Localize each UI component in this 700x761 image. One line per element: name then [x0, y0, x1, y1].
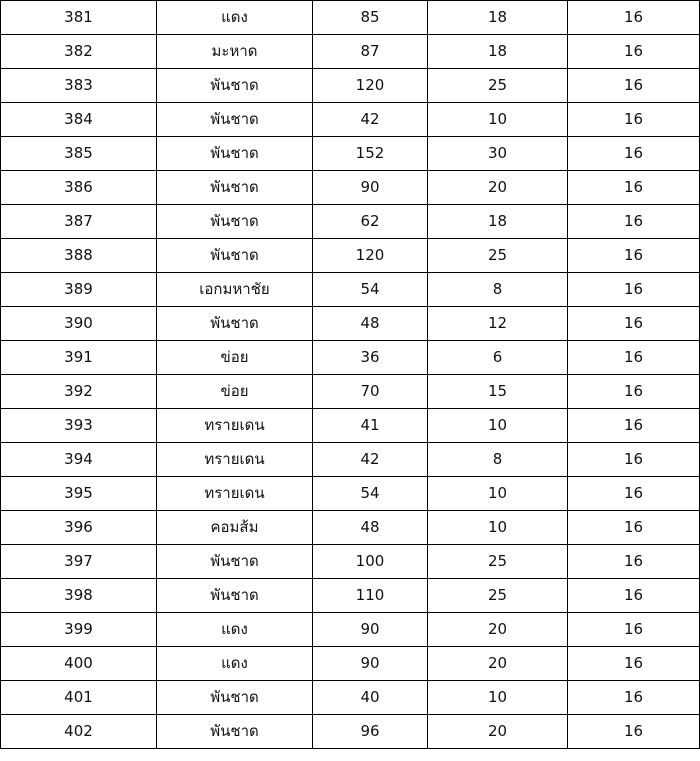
value-a-cell: 85 [313, 1, 428, 35]
value-a-cell: 120 [313, 239, 428, 273]
row-number-cell: 393 [1, 409, 157, 443]
value-c-cell: 16 [568, 511, 700, 545]
row-number-cell: 385 [1, 137, 157, 171]
value-a-cell: 120 [313, 69, 428, 103]
value-a-cell: 96 [313, 715, 428, 749]
value-c-cell: 16 [568, 307, 700, 341]
tree-species-cell: พันชาด [157, 69, 313, 103]
value-c-cell: 16 [568, 137, 700, 171]
table-row [1, 103, 700, 137]
value-a-cell: 62 [313, 205, 428, 239]
value-c-cell: 16 [568, 273, 700, 307]
table-row [1, 341, 700, 375]
value-c-cell: 16 [568, 35, 700, 69]
value-a-cell: 42 [313, 103, 428, 137]
tree-species-cell: พันชาด [157, 239, 313, 273]
table-row [1, 1, 700, 35]
value-a-cell: 110 [313, 579, 428, 613]
value-a-cell: 100 [313, 545, 428, 579]
table-row [1, 647, 700, 681]
value-b-cell: 6 [428, 341, 568, 375]
value-a-cell: 90 [313, 647, 428, 681]
value-c-cell: 16 [568, 171, 700, 205]
value-a-cell: 36 [313, 341, 428, 375]
value-a-cell: 48 [313, 511, 428, 545]
value-b-cell: 10 [428, 681, 568, 715]
row-number-cell: 382 [1, 35, 157, 69]
row-number-cell: 400 [1, 647, 157, 681]
value-c-cell: 16 [568, 715, 700, 749]
value-a-cell: 48 [313, 307, 428, 341]
value-c-cell: 16 [568, 239, 700, 273]
row-number-cell: 384 [1, 103, 157, 137]
value-c-cell: 16 [568, 545, 700, 579]
value-b-cell: 8 [428, 443, 568, 477]
value-c-cell: 16 [568, 681, 700, 715]
value-b-cell: 10 [428, 409, 568, 443]
table-row [1, 443, 700, 477]
value-b-cell: 10 [428, 103, 568, 137]
table-row [1, 613, 700, 647]
tree-species-cell: พันชาด [157, 171, 313, 205]
tree-species-cell: พันชาด [157, 137, 313, 171]
tree-species-cell: พันชาด [157, 545, 313, 579]
value-c-cell: 16 [568, 205, 700, 239]
table-row [1, 375, 700, 409]
table-row [1, 137, 700, 171]
table-row [1, 579, 700, 613]
tree-species-cell: คอมส้ม [157, 511, 313, 545]
table-row [1, 239, 700, 273]
tree-species-cell: แดง [157, 1, 313, 35]
row-number-cell: 392 [1, 375, 157, 409]
value-a-cell: 70 [313, 375, 428, 409]
value-a-cell: 54 [313, 273, 428, 307]
tree-species-cell: ทรายเดน [157, 477, 313, 511]
value-b-cell: 15 [428, 375, 568, 409]
value-c-cell: 16 [568, 409, 700, 443]
value-a-cell: 87 [313, 35, 428, 69]
tree-species-cell: แดง [157, 613, 313, 647]
row-number-cell: 402 [1, 715, 157, 749]
row-number-cell: 381 [1, 1, 157, 35]
table-row [1, 477, 700, 511]
value-b-cell: 20 [428, 715, 568, 749]
value-a-cell: 40 [313, 681, 428, 715]
tree-species-cell: ทรายเดน [157, 443, 313, 477]
value-c-cell: 16 [568, 443, 700, 477]
table-row [1, 715, 700, 749]
table-row [1, 205, 700, 239]
tree-species-cell: มะหาด [157, 35, 313, 69]
value-b-cell: 18 [428, 35, 568, 69]
row-number-cell: 383 [1, 69, 157, 103]
value-a-cell: 152 [313, 137, 428, 171]
table-row [1, 273, 700, 307]
row-number-cell: 389 [1, 273, 157, 307]
value-b-cell: 20 [428, 647, 568, 681]
value-b-cell: 8 [428, 273, 568, 307]
value-b-cell: 25 [428, 239, 568, 273]
tree-species-cell: ข่อย [157, 375, 313, 409]
value-c-cell: 16 [568, 613, 700, 647]
table-row [1, 69, 700, 103]
tree-species-cell: พันชาด [157, 307, 313, 341]
row-number-cell: 401 [1, 681, 157, 715]
value-b-cell: 18 [428, 205, 568, 239]
row-number-cell: 397 [1, 545, 157, 579]
value-c-cell: 16 [568, 69, 700, 103]
value-a-cell: 41 [313, 409, 428, 443]
value-c-cell: 16 [568, 647, 700, 681]
row-number-cell: 386 [1, 171, 157, 205]
tree-species-cell: พันชาด [157, 681, 313, 715]
table-row [1, 545, 700, 579]
value-a-cell: 42 [313, 443, 428, 477]
value-b-cell: 30 [428, 137, 568, 171]
row-number-cell: 388 [1, 239, 157, 273]
table-row [1, 307, 700, 341]
value-a-cell: 54 [313, 477, 428, 511]
value-a-cell: 90 [313, 613, 428, 647]
value-b-cell: 20 [428, 613, 568, 647]
row-number-cell: 390 [1, 307, 157, 341]
row-number-cell: 396 [1, 511, 157, 545]
row-number-cell: 395 [1, 477, 157, 511]
value-b-cell: 10 [428, 511, 568, 545]
table-row [1, 511, 700, 545]
tree-species-cell: ข่อย [157, 341, 313, 375]
value-c-cell: 16 [568, 477, 700, 511]
table-row [1, 171, 700, 205]
tree-species-cell: แดง [157, 647, 313, 681]
value-c-cell: 16 [568, 579, 700, 613]
value-b-cell: 25 [428, 579, 568, 613]
tree-species-cell: ทรายเดน [157, 409, 313, 443]
table-row [1, 409, 700, 443]
tree-species-cell: พันชาด [157, 579, 313, 613]
value-a-cell: 90 [313, 171, 428, 205]
value-b-cell: 10 [428, 477, 568, 511]
value-c-cell: 16 [568, 341, 700, 375]
value-b-cell: 18 [428, 1, 568, 35]
value-c-cell: 16 [568, 103, 700, 137]
tree-species-cell: พันชาด [157, 205, 313, 239]
value-b-cell: 20 [428, 171, 568, 205]
tree-species-cell: เอกมหาชัย [157, 273, 313, 307]
row-number-cell: 391 [1, 341, 157, 375]
table-row [1, 681, 700, 715]
row-number-cell: 399 [1, 613, 157, 647]
value-b-cell: 12 [428, 307, 568, 341]
row-number-cell: 394 [1, 443, 157, 477]
tree-species-cell: พันชาด [157, 715, 313, 749]
row-number-cell: 387 [1, 205, 157, 239]
table-body [1, 1, 700, 749]
value-c-cell: 16 [568, 1, 700, 35]
table-row [1, 35, 700, 69]
value-b-cell: 25 [428, 69, 568, 103]
tree-species-cell: พันชาด [157, 103, 313, 137]
value-b-cell: 25 [428, 545, 568, 579]
row-number-cell: 398 [1, 579, 157, 613]
value-c-cell: 16 [568, 375, 700, 409]
